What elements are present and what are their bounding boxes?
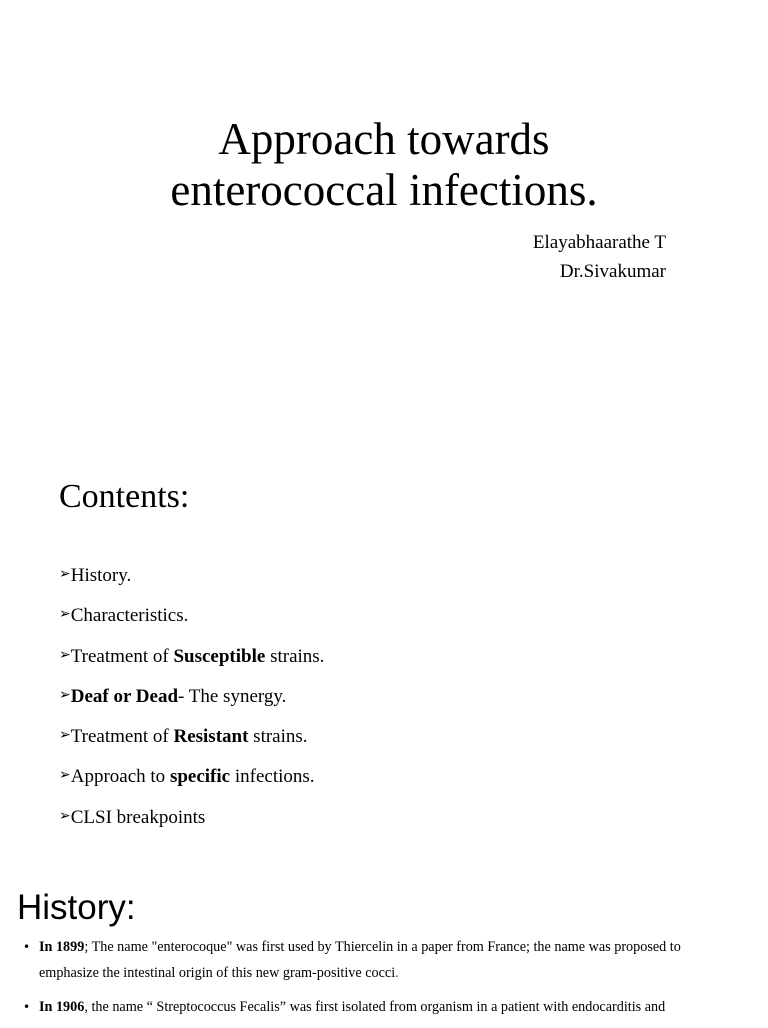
item-trailing: . bbox=[395, 965, 399, 981]
list-item bbox=[59, 721, 324, 761]
list-item bbox=[59, 560, 324, 600]
arrow-bullet-icon: ➢ bbox=[59, 727, 71, 744]
list-item bbox=[0, 994, 719, 1020]
list-item bbox=[59, 761, 324, 801]
arrow-bullet-icon: ➢ bbox=[59, 606, 71, 623]
arrow-bullet-icon: ➢ bbox=[59, 807, 71, 824]
list-item bbox=[59, 681, 324, 721]
arrow-bullet-icon: ➢ bbox=[59, 566, 71, 582]
list-item bbox=[59, 802, 324, 842]
author-name: Dr.Sivakumar bbox=[559, 261, 666, 282]
author-name: Elayabhaarathe T bbox=[532, 232, 666, 253]
presentation-title bbox=[0, 114, 768, 216]
item-text: Treatment of bbox=[70, 645, 174, 667]
item-bold-text: Susceptible bbox=[173, 645, 266, 667]
item-text: History. bbox=[70, 565, 132, 586]
item-text: strains. bbox=[248, 726, 308, 748]
item-text: - The synergy. bbox=[178, 685, 287, 707]
item-text: infections. bbox=[230, 766, 315, 788]
list-item bbox=[59, 641, 324, 681]
contents-heading: Contents: bbox=[59, 478, 190, 515]
history-slide bbox=[0, 880, 768, 1024]
title-line-2: enterococcal infections. bbox=[170, 165, 598, 215]
item-bold-text: In 1899 bbox=[39, 939, 85, 955]
item-text: Characteristics. bbox=[70, 605, 189, 627]
list-item bbox=[59, 600, 324, 640]
arrow-bullet-icon: ➢ bbox=[59, 646, 71, 663]
item-bold-text: Resistant bbox=[173, 726, 249, 748]
item-text: ; The name "enterocoque" was first used by Thiercelin in a paper from France; the name was proposed to emphasize the intestinal origin of this new gram-positive cocci bbox=[39, 939, 681, 981]
item-bold-text: specific bbox=[169, 766, 231, 788]
bullet-icon: • bbox=[23, 1000, 31, 1014]
item-text: , the name “ Streptococcus Fecalis” was first isolated from organism in a patient with endocarditis and bbox=[84, 999, 666, 1015]
history-list bbox=[0, 934, 719, 1028]
item-text: CLSI breakpoints bbox=[70, 806, 206, 828]
item-bold-text: Deaf or Dead bbox=[70, 685, 179, 707]
authors-block bbox=[533, 228, 666, 286]
item-bold-text: In 1906 bbox=[39, 999, 85, 1015]
contents-list bbox=[59, 560, 324, 842]
title-slide bbox=[0, 0, 768, 430]
arrow-bullet-icon: ➢ bbox=[59, 686, 71, 703]
item-text: Approach to bbox=[70, 766, 170, 788]
history-heading: History: bbox=[17, 888, 136, 927]
item-text: Treatment of bbox=[70, 726, 174, 748]
list-item bbox=[0, 934, 719, 986]
title-line-1: Approach towards bbox=[218, 114, 550, 164]
bullet-icon: • bbox=[23, 940, 31, 954]
contents-slide bbox=[0, 440, 768, 870]
item-text: strains. bbox=[265, 645, 325, 667]
arrow-bullet-icon: ➢ bbox=[59, 767, 71, 784]
